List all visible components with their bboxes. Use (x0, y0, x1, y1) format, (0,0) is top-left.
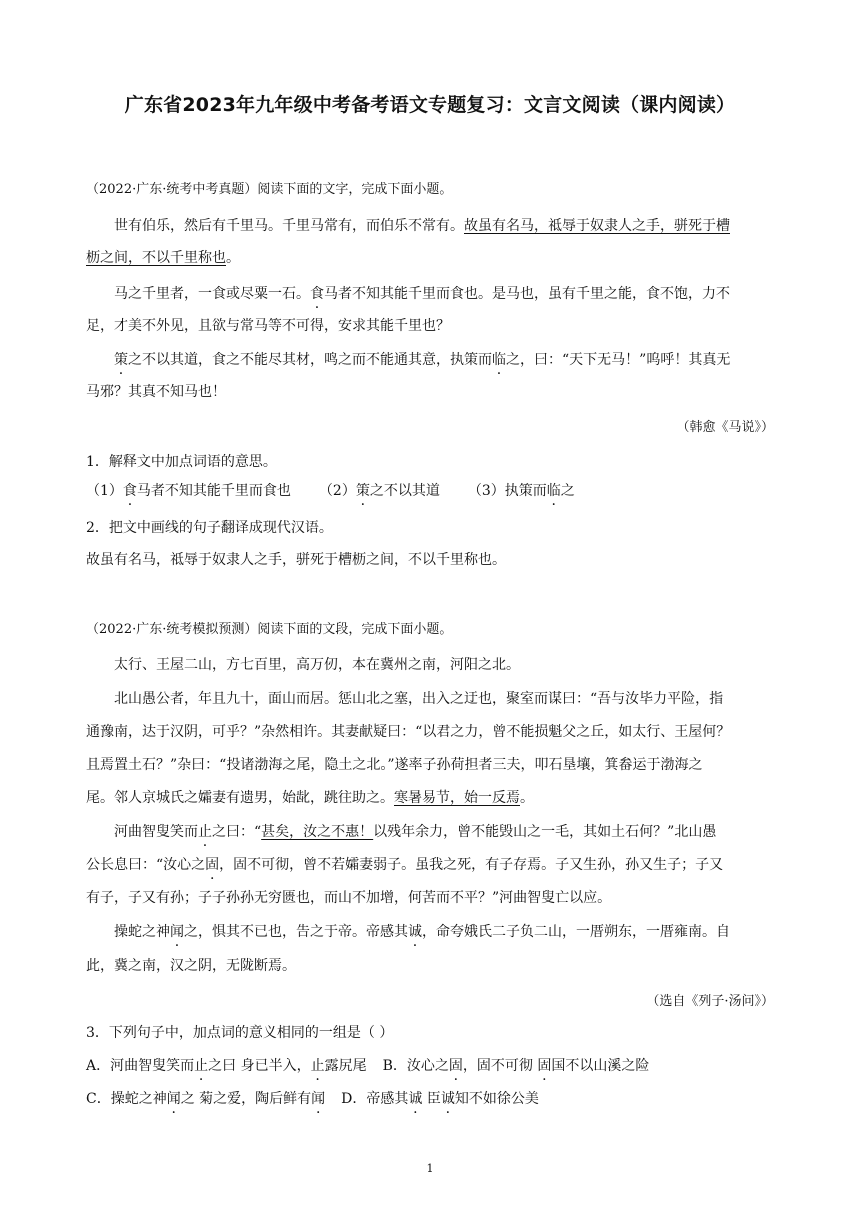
dotted-word: 固 (537, 1058, 552, 1074)
question-3: 3．下列句子中，加点词的意义相同的一组是（ ） (86, 1025, 394, 1041)
underlined-sentence: 甚矣，汝之不惠！ (261, 824, 374, 840)
text-span: 马之千里者，一食或尽粟一石。 (114, 286, 310, 302)
text-span: 操蛇之神 (114, 924, 170, 940)
attribution: （韩愈《马说》） (676, 420, 774, 435)
passage2-line: 太行、王屋二山，方七百里，高万仞，本在冀州之南，河阳之北。 (114, 657, 520, 673)
question-2: 2．把文中画线的句子翻译成现代汉语。 (86, 520, 333, 536)
text-span: 知不如徐公美 (454, 1091, 539, 1107)
passage1-line (86, 248, 240, 268)
passage1-line: 马邪？其真不知马也！ (86, 384, 226, 400)
dotted-word: 止 (198, 824, 212, 840)
page-title: 广东省2023年九年级中考备考语文专题复习：文言文阅读（课内阅读） (124, 94, 736, 116)
dotted-word: 食 (310, 286, 324, 302)
text-span: ，固不可彻 (462, 1058, 538, 1074)
text-span: （1） (86, 483, 123, 499)
dotted-word: 食 (122, 483, 137, 499)
underlined-sentence: 寒暑易节，始一反焉 (394, 790, 520, 806)
option-a-b (86, 1056, 649, 1076)
passage2-line: 通豫南，达于汉阴，可乎？”杂然相许。其妻献疑曰：“以君之力，曾不能损魁父之丘，如太行、王屋何？ (86, 724, 731, 740)
passage2-line (86, 855, 723, 875)
text-span: （3）执策而 (467, 483, 547, 499)
underlined-sentence: 枥之间，不以千里称也 (86, 250, 226, 266)
passage2-line (114, 922, 730, 942)
passage2-line: 有子，子又有孙；子子孙孙无穷匮也，而山不加增，何苦而不平？”河曲智叟亡以应。 (86, 890, 612, 906)
text-span: 之不以其道，食之不能尽其材，鸣之而不能通其意，执策而 (128, 352, 492, 368)
text-span: 之，惧其不已也，告之于帝。帝感其 (184, 924, 408, 940)
text-span: 之，曰：“天下无马！”呜呼！其真无 (506, 352, 731, 368)
dotted-word: 闻 (166, 1091, 181, 1107)
attribution: （选自《列子·汤问》） (646, 994, 774, 1009)
section1-source: （2022·广东·统考中考真题）阅读下面的文字，完成下面小题。 (86, 182, 453, 197)
question-1: 1．解释文中加点词语的意思。 (86, 454, 277, 470)
text-span: 公长息曰：“汝心之 (86, 857, 206, 873)
passage2-line: 此，冀之南，汉之阴，无陇断焉。 (86, 958, 296, 974)
text-span: 臣 (422, 1091, 441, 1107)
passage1-line: 足，才美不外见，且欲与常马等不可得，安求其能千里也？ (86, 318, 450, 334)
passage1-line (114, 350, 730, 370)
passage1-line (114, 216, 730, 236)
text-span: 以残年余力，曾不能毁山之一毛，其如土石何？”北山愚 (373, 824, 717, 840)
text-span: 之曰：“ (212, 824, 262, 840)
text-span: 马者不知其能千里而食也。是马也，虽有千里之能，食不饱，力不 (324, 286, 730, 302)
dotted-word: 临 (546, 483, 561, 499)
option-c-d (86, 1089, 539, 1109)
text-span: 之不以其道 (369, 483, 440, 499)
dotted-word: 策 (114, 352, 128, 368)
dotted-word: 闻 (311, 1091, 326, 1107)
passage2-line: 且焉置土石？”杂曰：“投诸渤海之尾，隐土之北。”遂率子孙荷担者三夫，叩石垦壤，箕畚运于渤海之 (86, 757, 703, 773)
dotted-word: 临 (492, 352, 506, 368)
text-span: 之 (560, 483, 575, 499)
passage2-line (114, 822, 716, 842)
text-span: 国不以山溪之险 (551, 1058, 650, 1074)
dotted-word: 止 (194, 1058, 209, 1074)
text-span: 露尻尾 (324, 1058, 367, 1074)
text-span: 世有伯乐，然后有千里马。千里马常有，而伯乐不常有。 (114, 218, 464, 234)
underlined-sentence: 故虽有名马，祗辱于奴隶人之手，骈死于槽 (464, 218, 730, 234)
question-2-sentence: 故虽有名马，祗辱于奴隶人之手，骈死于槽枥之间，不以千里称也。 (86, 552, 506, 568)
text-span: 之 菊之爱，陶后鲜有 (180, 1091, 312, 1107)
section2-source: （2022·广东·统考模拟预测）阅读下面的文段，完成下面小题。 (86, 622, 453, 637)
text-span: 马者不知其能千里而食也 (136, 483, 291, 499)
dotted-word: 诚 (408, 1091, 423, 1107)
dotted-word: 策 (355, 483, 370, 499)
dotted-word: 诚 (408, 924, 422, 940)
dotted-word: 止 (310, 1058, 325, 1074)
text-span: 尾。邻人京城氏之孀妻有遗男，始龀，跳往助之。 (86, 790, 394, 806)
question-1-items (86, 481, 575, 501)
dotted-word: 闻 (170, 924, 184, 940)
passage1-line (114, 284, 730, 304)
dotted-word: 固 (205, 857, 220, 873)
passage2-line (86, 788, 534, 808)
text-span: （2） (318, 483, 356, 499)
text-span: 。 (226, 250, 240, 266)
text-span: A．河曲智叟笑而 (86, 1058, 195, 1074)
text-span: D．帝感其 (341, 1091, 409, 1107)
dotted-word: 固 (448, 1058, 463, 1074)
text-span: 。 (520, 790, 534, 806)
text-span: C．操蛇之神 (86, 1091, 167, 1107)
page-number: 1 (426, 1162, 434, 1175)
text-span: ，命夸娥氏二子负二山，一厝朔东，一厝雍南。自 (422, 924, 730, 940)
text-span: 河曲智叟笑而 (114, 824, 198, 840)
text-span: B．汝心之 (382, 1058, 449, 1074)
text-span: 之曰 身已半入， (208, 1058, 311, 1074)
passage2-line: 北山愚公者，年且九十，面山而居。惩山北之塞，出入之迂也，聚室而谋曰：“吾与汝毕力平险，指 (114, 691, 724, 707)
dotted-word: 诚 (440, 1091, 455, 1107)
text-span: ，固不可彻，曾不若孀妻弱子。虽我之死，有子存焉。子又生孙，孙又生子；子又 (219, 857, 724, 873)
